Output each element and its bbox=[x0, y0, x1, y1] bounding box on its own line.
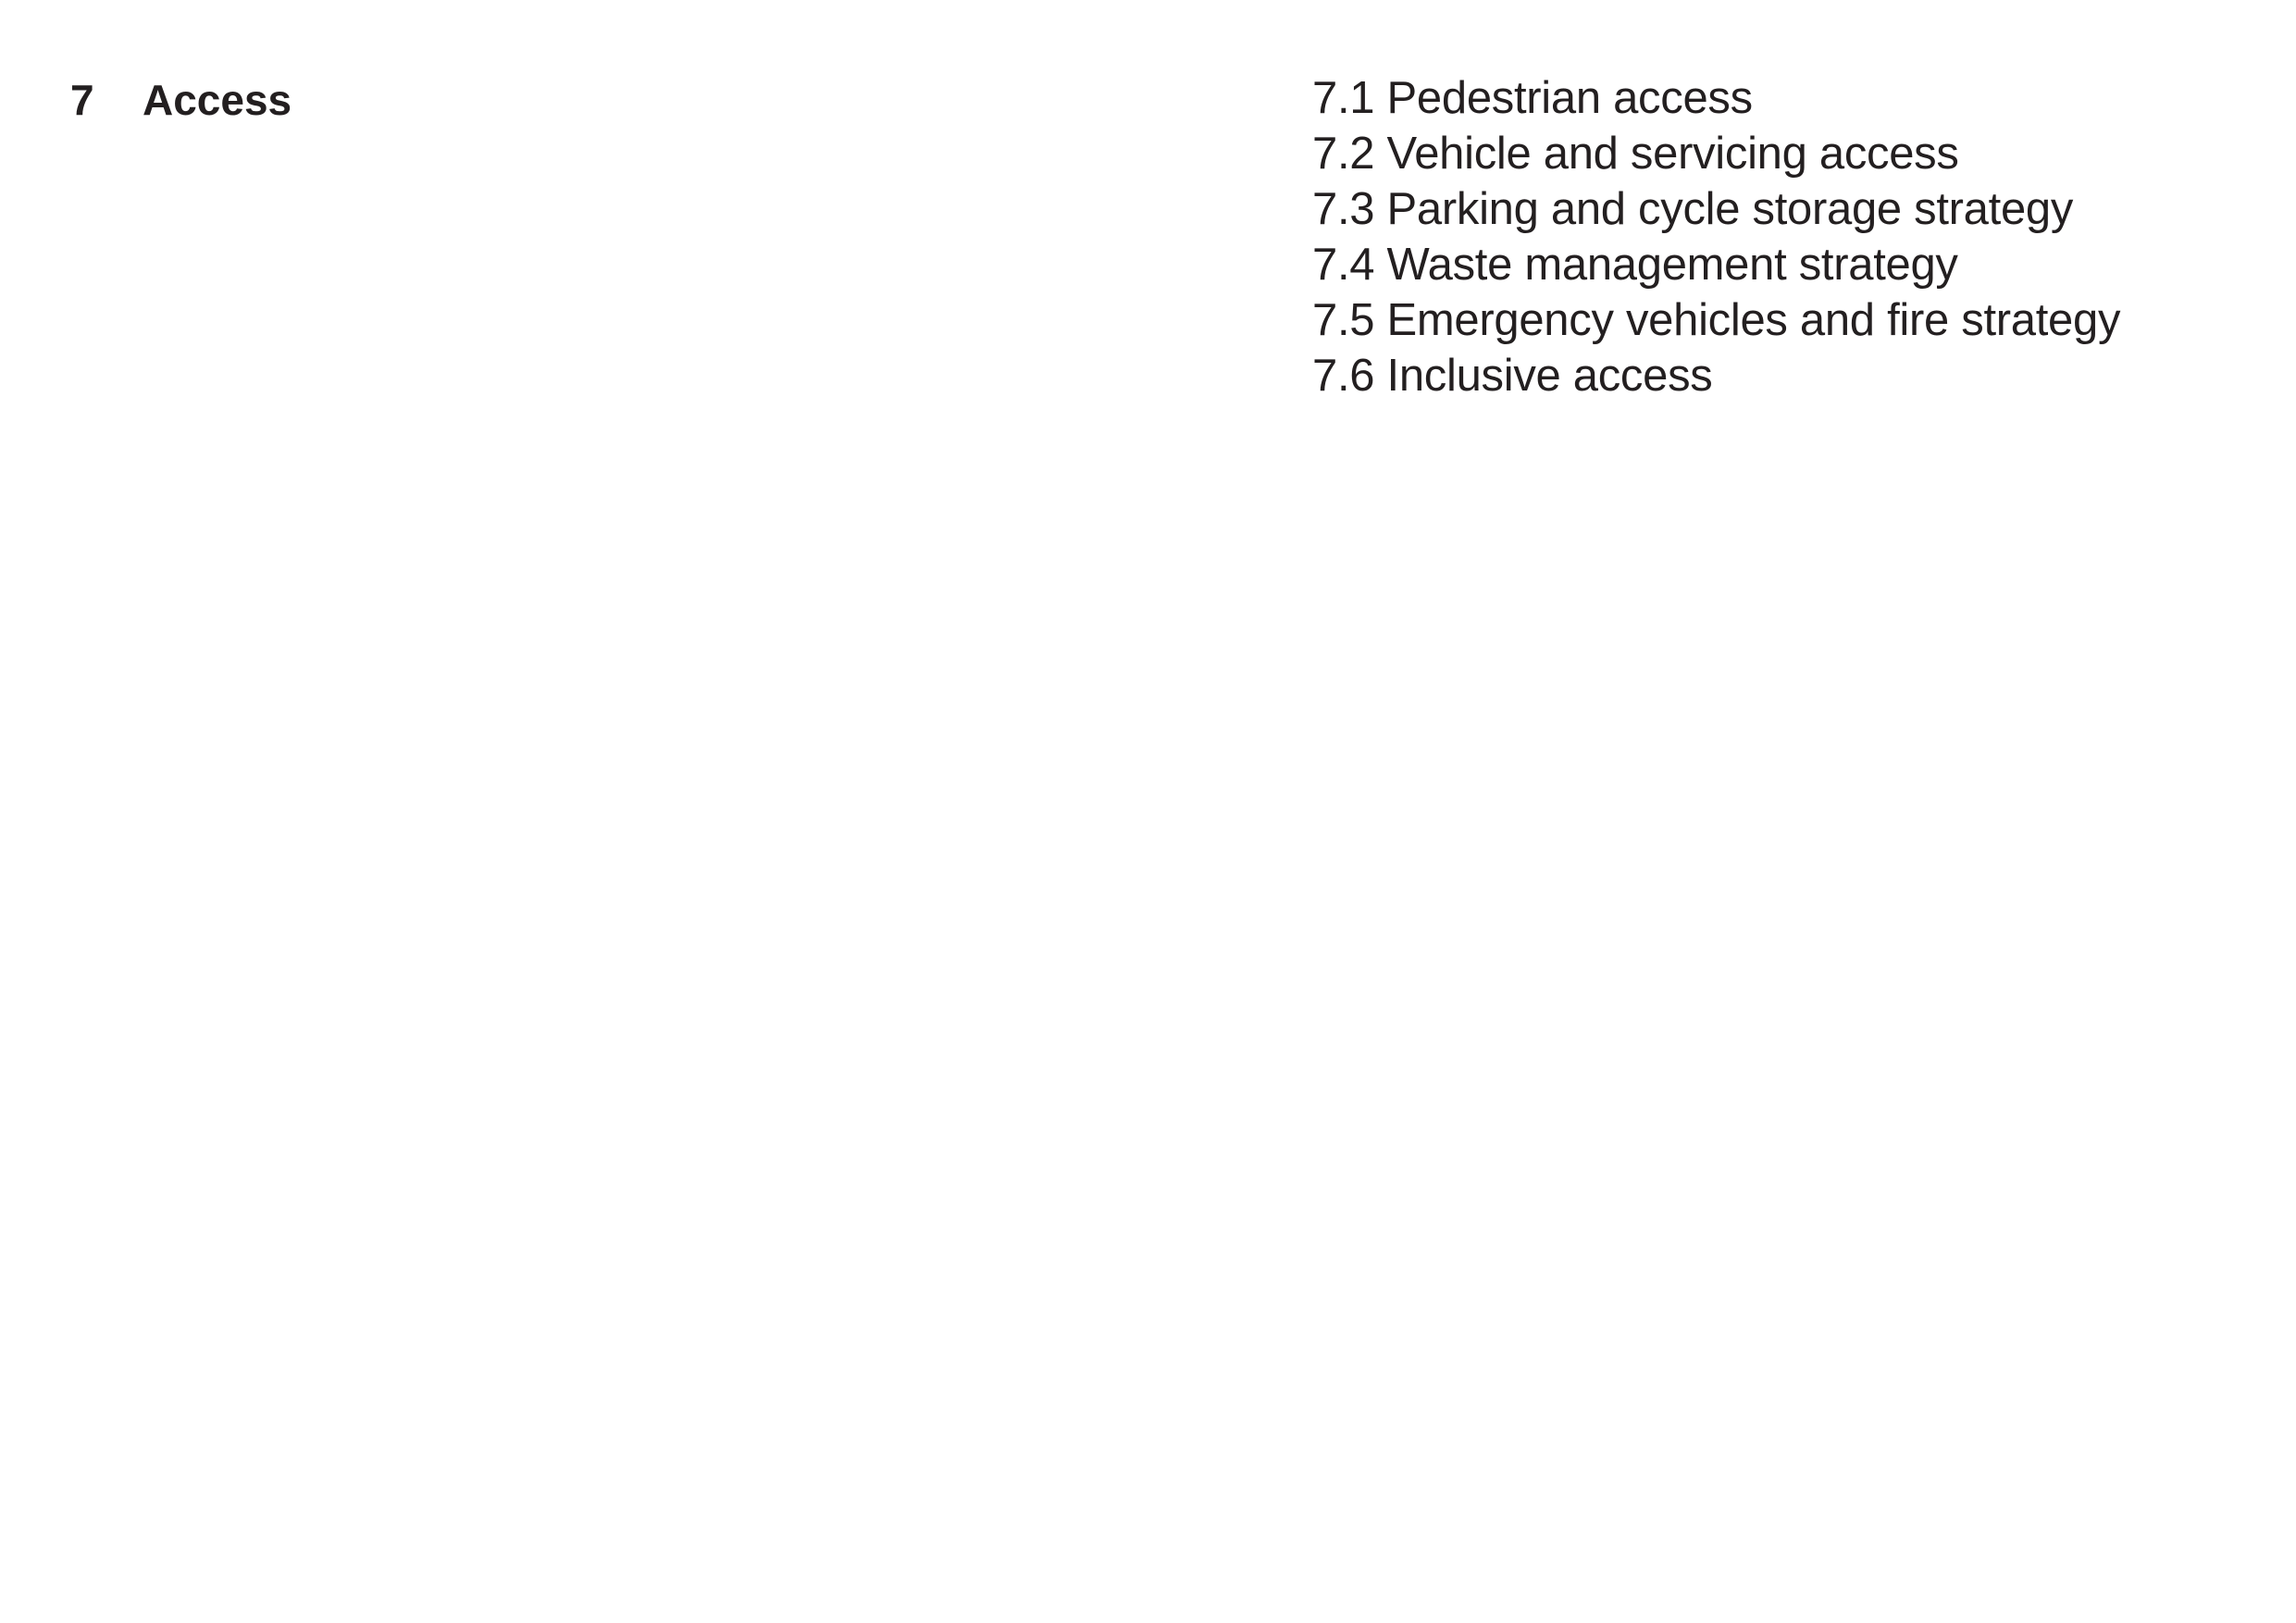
contents-item-pedestrian-access: 7.1 Pedestrian access bbox=[1312, 73, 1753, 123]
contents-item-emergency-fire-strategy: 7.5 Emergency vehicles and fire strategy bbox=[1312, 295, 2121, 345]
contents-item-vehicle-servicing-access: 7.2 Vehicle and servicing access bbox=[1312, 129, 1959, 179]
contents-item-waste-management: 7.4 Waste management strategy bbox=[1312, 240, 1958, 290]
contents-list bbox=[1312, 70, 2120, 403]
section-heading bbox=[70, 72, 292, 128]
section-title: Access bbox=[143, 76, 292, 124]
section-number: 7 bbox=[70, 76, 94, 124]
contents-item-parking-cycle-storage: 7.3 Parking and cycle storage strategy bbox=[1312, 184, 2074, 234]
contents-item-inclusive-access: 7.6 Inclusive access bbox=[1312, 351, 1713, 401]
